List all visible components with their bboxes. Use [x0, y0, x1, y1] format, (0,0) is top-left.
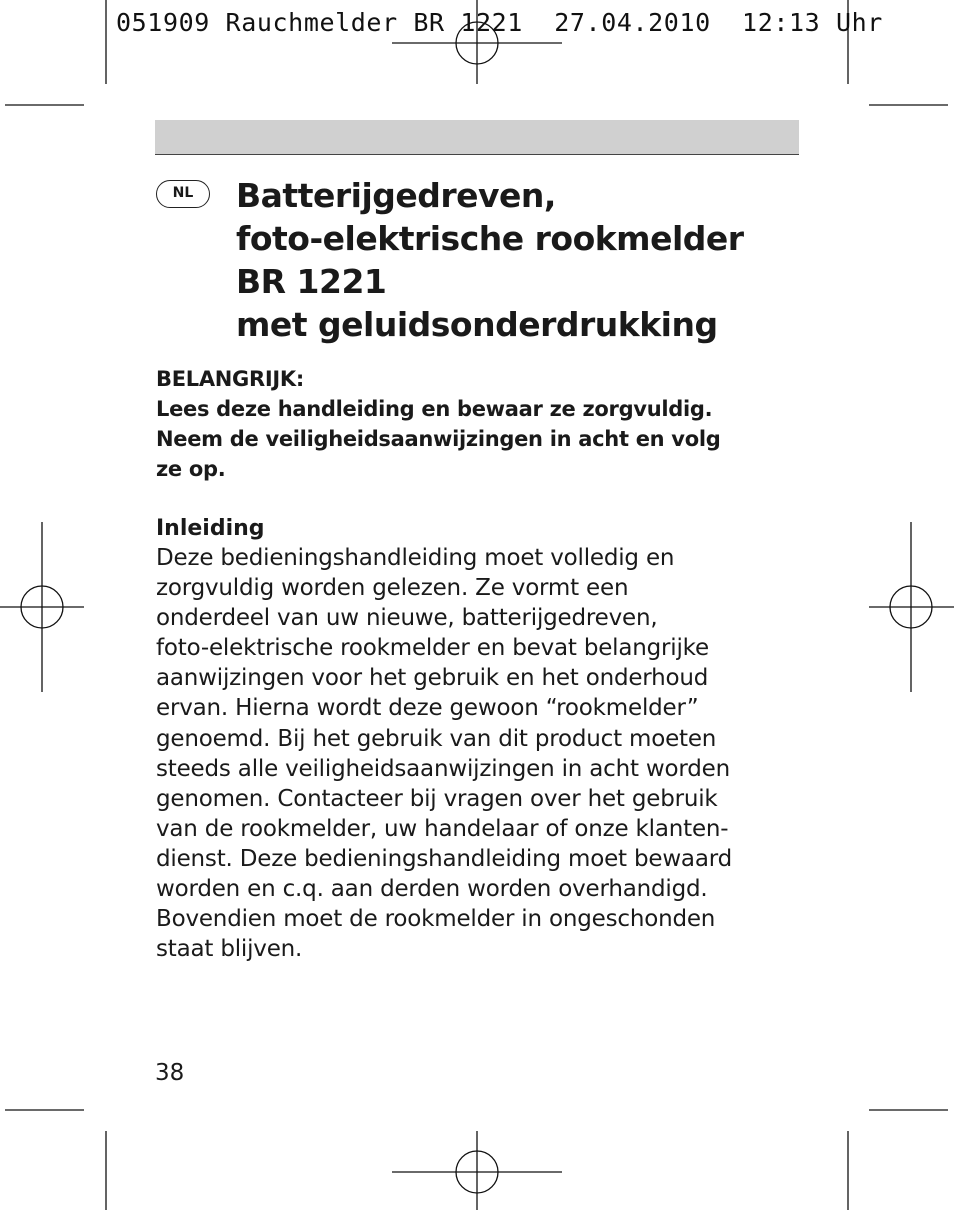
language-badge: NL: [156, 180, 210, 208]
important-label: BELANGRIJK:: [156, 367, 304, 391]
title-line: foto-elektrische rookmelder: [236, 219, 744, 258]
page-number: 38: [155, 1060, 185, 1086]
important-line: Neem de veiligheidsaanwijzingen in acht en volg: [156, 427, 721, 451]
section-heading-inleiding: Inleiding: [156, 516, 265, 541]
body-line: onderdeel van uw nieuwe, batterijgedreven,: [156, 605, 658, 632]
body-line: foto-elektrische rookmelder en bevat belangrijke: [156, 635, 709, 662]
title-line: met geluidsonderdrukking: [236, 305, 718, 344]
title-line: BR 1221: [236, 262, 387, 301]
body-line: worden en c.q. aan derden worden overhandigd.: [156, 876, 708, 903]
intro-paragraph: [156, 543, 816, 964]
title-line: Batterijgedreven,: [236, 176, 556, 215]
registration-mark-top: [392, 0, 562, 84]
body-line: Bovendien moet de rookmelder in ongeschonden: [156, 906, 716, 933]
registration-mark-bottom: [392, 1131, 562, 1210]
body-line: dienst. Deze bedieningshandleiding moet bewaard: [156, 845, 732, 872]
body-line: zorgvuldig worden gelezen. Ze vormt een: [156, 575, 629, 602]
body-line: genomen. Contacteer bij vragen over het gebruik: [156, 785, 718, 812]
important-line: Lees deze handleiding en bewaar ze zorgvuldig.: [156, 397, 713, 421]
body-line: staat blijven.: [156, 936, 303, 963]
body-line: aanwijzingen voor het gebruik en het onderhoud: [156, 665, 709, 692]
important-line: ze op.: [156, 457, 226, 481]
important-notice: [156, 364, 806, 484]
registration-mark-right: [869, 522, 954, 692]
header-bar: [155, 120, 799, 155]
print-slug: 051909 Rauchmelder BR 1221 27.04.2010 12:13 Uhr: [116, 8, 883, 37]
body-line: van de rookmelder, uw handelaar of onze klanten-: [156, 815, 729, 842]
body-line: ervan. Hierna wordt deze gewoon “rookmelder”: [156, 695, 699, 722]
body-line: steeds alle veiligheidsaanwijzingen in acht worden: [156, 755, 730, 782]
registration-mark-left: [0, 522, 84, 692]
body-line: Deze bedieningshandleiding moet volledig en: [156, 545, 675, 571]
body-line: genoemd. Bij het gebruik van dit product moeten: [156, 725, 717, 752]
document-title: [236, 174, 836, 346]
